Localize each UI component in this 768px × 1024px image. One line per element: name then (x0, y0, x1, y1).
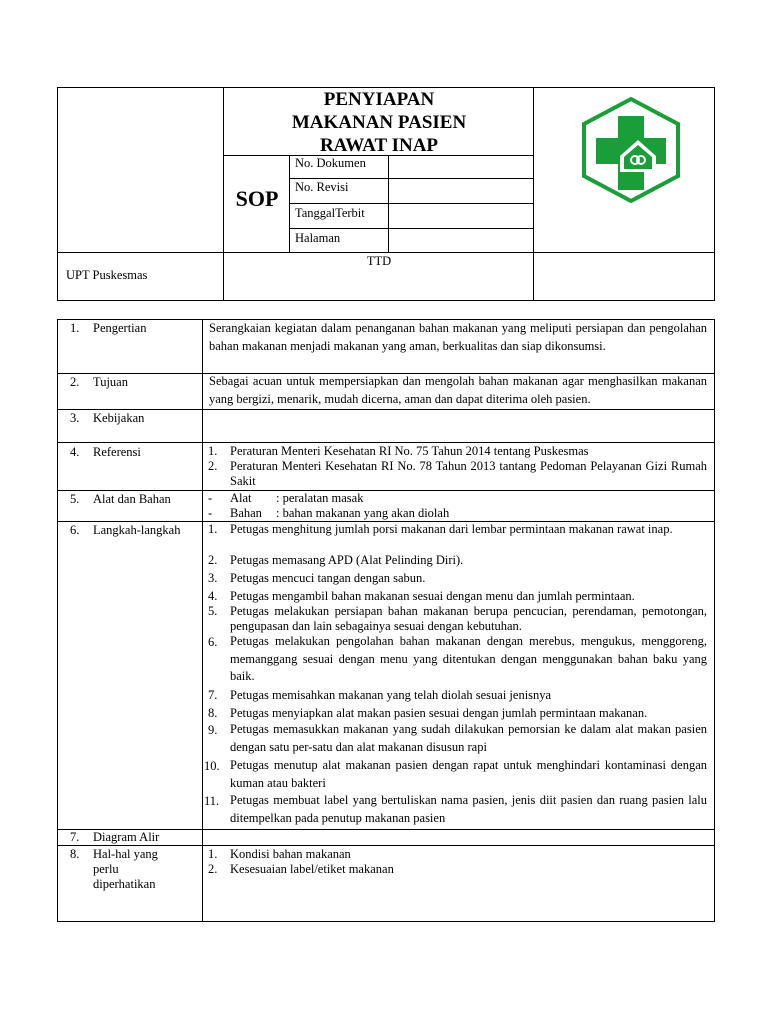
langkah-item: Petugas memasang APD (Alat Pelinding Diri). (230, 553, 464, 567)
row-label-pengertian: Pengertian (93, 321, 147, 335)
row-number: 6. (70, 523, 80, 537)
langkah-item: Petugas memisahkan makanan yang telah diolah sesuai jenisnya (230, 688, 552, 702)
list-number: 8. (208, 706, 218, 720)
alat-desc: : peralatan masak (276, 491, 364, 505)
document-title-line-3: RAWAT INAP (319, 135, 439, 156)
row-number: 5. (70, 492, 80, 506)
field-no-revisi: No. Revisi (295, 180, 349, 194)
sop-label: SOP (235, 186, 279, 211)
row-label-hal-line-1: Hal-hal yang (93, 847, 158, 861)
list-number: 1. (208, 444, 218, 458)
bahan-desc: : bahan makanan yang akan diolah (276, 506, 450, 520)
list-number: 10. (204, 759, 220, 773)
row-label-diagram: Diagram Alir (93, 830, 160, 844)
field-no-dokumen: No. Dokumen (295, 156, 366, 170)
row-number: 4. (70, 445, 80, 459)
hal-item: Kesesuaian label/etiket makanan (230, 862, 394, 876)
row-label-tujuan: Tujuan (93, 375, 128, 389)
langkah-item: Petugas menyiapkan alat makan pasien sesuai dengan jumlah permintaan makanan. (230, 706, 648, 720)
list-number: 1. (208, 522, 218, 536)
document-title-line-1: PENYIAPAN (323, 89, 435, 110)
row-label-hal-line-3: diperhatikan (93, 877, 156, 891)
list-number: 3. (208, 571, 218, 585)
langkah-item: Petugas menghitung jumlah porsi makanan dari lembar permintaan makanan rawat inap. (230, 522, 673, 536)
list-number: 4. (208, 589, 218, 603)
list-number: 6. (208, 635, 218, 649)
list-number: 2. (208, 862, 218, 876)
row-number: 7. (70, 830, 80, 844)
list-number: 2. (208, 553, 218, 567)
field-halaman: Halaman (295, 231, 341, 245)
list-dash: - (208, 506, 213, 520)
row-label-hal-line-2: perlu (93, 862, 119, 876)
hal-item: Kondisi bahan makanan (230, 847, 351, 861)
alat-name: Alat (230, 491, 252, 505)
bahan-name: Bahan (230, 506, 262, 520)
pengertian-text: Serangkaian kegiatan dalam penanganan bahan makanan yang meliputi persiapan dan pengolahan bahan makanan menjadi makanan yang aman, berkualitas dan siap dikonsumsi. (209, 321, 707, 353)
list-number: 1. (208, 847, 218, 861)
row-label-alat-bahan: Alat dan Bahan (93, 492, 171, 506)
langkah-item: Petugas memasukkan makanan yang sudah dilakukan pemorsian ke dalam alat makan pasien dengan satu per-satu dan alat makanan disusun rapi (230, 722, 707, 754)
langkah-item: Petugas melakukan pengolahan bahan makanan dengan merebus, mengukus, menggoreng, memanggang sesuai dengan menu yang ditentukan dengan menggunakan bahan baku yang baik. (230, 634, 707, 683)
row-number: 2. (70, 375, 80, 389)
langkah-item: Petugas membuat label yang bertuliskan nama pasien, jenis diit pasien dan ruang pasien lalu ditempelkan pada penutup makanan pasien (230, 793, 707, 825)
row-number: 1. (70, 321, 80, 335)
field-tanggal-terbit: TanggalTerbit (295, 206, 365, 220)
referensi-item: Peraturan Menteri Kesehatan RI No. 78 Tahun 2013 tantang Pedoman Pelayanan Gizi Rumah Sakit (230, 459, 707, 488)
puskesmas-logo-icon (580, 96, 682, 204)
document-title-line-2: MAKANAN PASIEN (291, 112, 467, 133)
langkah-item: Petugas melakukan persiapan bahan makanan berupa pencucian, perendaman, pemotongan, pengupasan dan lain sebagainya sesuai dengan kebutuhan. (230, 604, 707, 633)
row-number: 3. (70, 411, 80, 425)
list-dash: - (208, 491, 213, 505)
langkah-item: Petugas menutup alat makanan pasien dengan rapat untuk menghindari kontaminasi dengan kuman atau bakteri (230, 758, 707, 790)
list-number: 2. (208, 459, 218, 473)
langkah-item: Petugas mengambil bahan makanan sesuai dengan menu dan jumlah permintaan. (230, 589, 635, 603)
langkah-item: Petugas mencuci tangan dengan sabun. (230, 571, 426, 585)
list-number: 11. (204, 794, 220, 808)
org-name: UPT Puskesmas (66, 268, 148, 282)
ttd-label: TTD (366, 254, 392, 268)
list-number: 9. (208, 723, 218, 737)
row-label-kebijakan: Kebijakan (93, 411, 145, 425)
row-label-referensi: Referensi (93, 445, 141, 459)
tujuan-text: Sebagai acuan untuk mempersiapkan dan mengolah bahan makanan agar menghasilkan makanan yang bergizi, menarik, mudah dicerna, aman dan dapat diterima oleh pasien. (209, 374, 707, 406)
referensi-item: Peraturan Menteri Kesehatan RI No. 75 Tahun 2014 tentang Puskesmas (230, 444, 589, 458)
row-label-langkah: Langkah-langkah (93, 523, 181, 537)
list-number: 5. (208, 604, 218, 618)
list-number: 7. (208, 688, 218, 702)
row-number: 8. (70, 847, 80, 861)
